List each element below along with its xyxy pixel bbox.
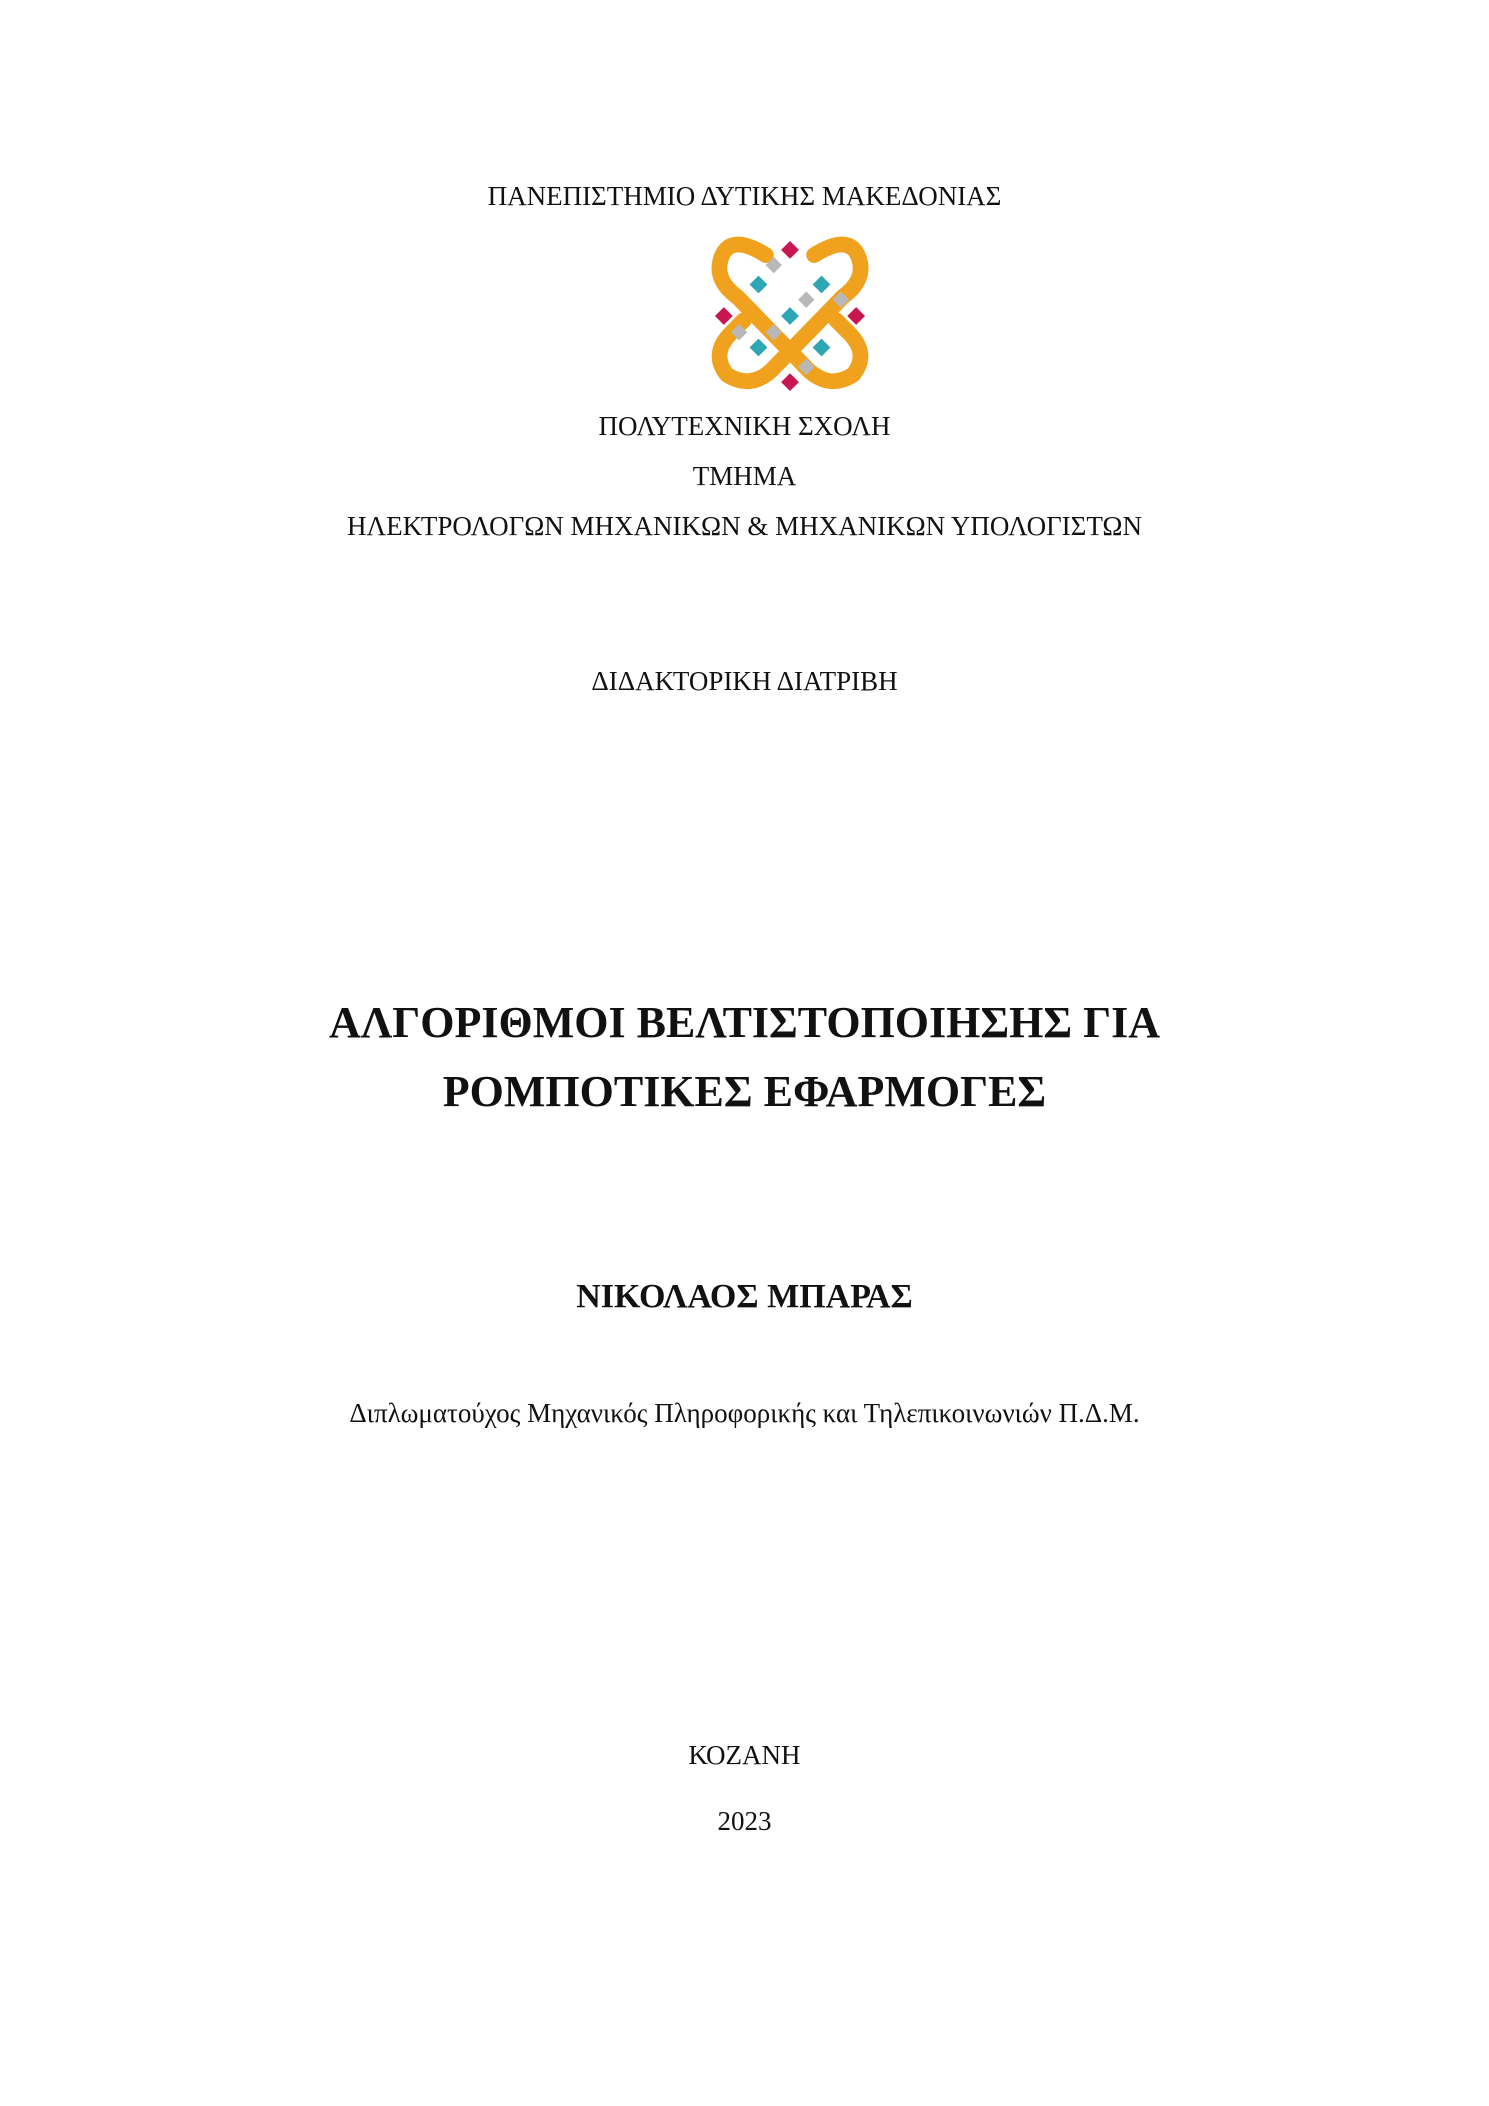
department-name: ΗΛΕΚΤΡΟΛΟΓΩΝ ΜΗΧΑΝΙΚΩΝ & ΜΗΧΑΝΙΚΩΝ ΥΠΟΛΟΓΙΣΤΩΝ — [347, 511, 1142, 541]
thesis-title-line-1: ΑΛΓΟΡΙΘΜΟΙ ΒΕΛΤΙΣΤΟΠΟΙΗΣΗΣ ΓΙΑ — [328, 998, 1161, 1047]
school-name: ΠΟΛΥΤΕΧΝΙΚΗ ΣΧΟΛΗ — [598, 411, 891, 441]
document-type: ΔΙΔΑΚΤΟΡΙΚΗ ΔΙΑΤΡΙΒΗ — [591, 666, 898, 696]
university-name: ΠΑΝΕΠΙΣΤΗΜΙΟ ΔΥΤΙΚΗΣ ΜΑΚΕΔΟΝΙΑΣ — [487, 181, 1002, 211]
thesis-title-line-2: ΡΟΜΠΟΤΙΚΕΣ ΕΦΑΡΜΟΓΕΣ — [442, 1067, 1047, 1116]
department-label: ΤΜΗΜΑ — [692, 461, 797, 491]
year: 2023 — [717, 1806, 772, 1836]
university-logo-icon — [706, 232, 874, 400]
city: ΚΟΖΑΝΗ — [688, 1740, 801, 1770]
author-degree: Διπλωματούχος Μηχανικός Πληροφορικής και Τηλεπικοινωνιών Π.Δ.Μ. — [349, 1398, 1140, 1428]
author-name: ΝΙΚΟΛΑΟΣ ΜΠΑΡΑΣ — [576, 1278, 913, 1315]
